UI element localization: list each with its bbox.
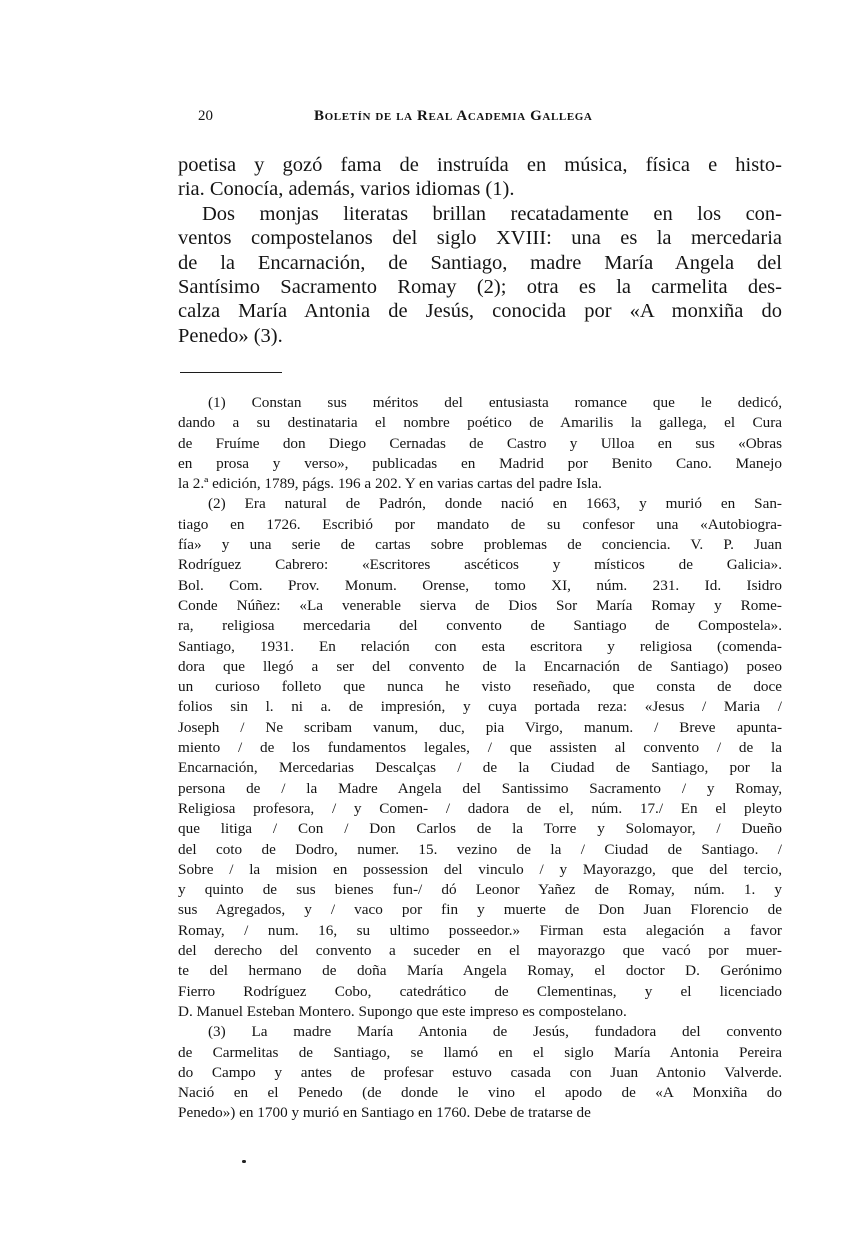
footnote-line: tiago en 1726. Escribió por mandato de su confesor una «Autobiogra-	[178, 515, 782, 533]
footnote-line: (2) Era natural de Padrón, donde nació en 1663, y murió en San-	[208, 495, 782, 513]
footnote-line: un curioso folleto que nunca he visto reseñado, que consta de doce	[178, 678, 782, 696]
footnote-line: de Carmelitas de Santiago, se llamó en el siglo María Antonia Pereira	[178, 1043, 782, 1061]
footnote-line: te del hermano de doña María Angela Romay, el doctor D. Gerónimo	[178, 962, 782, 980]
body-line: Dos monjas literatas brillan recatadamente en los con-	[202, 202, 782, 225]
footnote-rule	[180, 372, 282, 373]
body-line: Penedo» (3).	[178, 324, 283, 347]
footnote-line: Santiago, 1931. En relación con esta escritora y religiosa (comenda-	[178, 637, 782, 655]
print-speck	[242, 1160, 246, 1163]
footnote-line: (1) Constan sus méritos del entusiasta romance que le dedicó,	[208, 394, 782, 411]
journal-title: Boletín de la Real Academia Gallega	[314, 108, 593, 124]
footnote-line: dando a su destinataria el nombre poético de Amarilis la gallega, el Cura	[178, 414, 782, 432]
body-line: de la Encarnación, de Santiago, madre María Angela del	[178, 251, 782, 274]
footnote-line: dora que llegó a ser del convento de la Encarnación de Santiago) poseo	[178, 657, 782, 675]
footnote-line: Religiosa profesora, / y Comen- / dadora de el, núm. 17./ En el pleyto	[178, 799, 782, 817]
footnote-line: Encarnación, Mercedarias Descalças / de la Ciudad de Santiago, por la	[178, 759, 782, 777]
footnote-line: Nació en el Penedo (de donde le vino el apodo de «A Monxiña do	[178, 1084, 782, 1102]
footnote-line: Romay, / num. 16, su ultimo posseedor.» Firman esta alegación a favor	[178, 921, 782, 939]
page-number: 20	[198, 108, 213, 124]
body-line: ria. Conocía, además, varios idiomas (1).	[178, 178, 515, 201]
footnote-line: y quinto de sus bienes fun-/ dó Leonor Yañez de Romay, núm. 1. y	[178, 881, 782, 899]
footnote-line: miento / de los fundamentos legales, / que assisten al convento / de la	[178, 739, 782, 757]
footnote-line: del derecho del convento a suceder en el mayorazgo que vacó por muer-	[178, 942, 782, 960]
footnote-line: Fierro Rodríguez Cobo, catedrático de Clementinas, y el licenciado	[178, 982, 782, 1000]
footnote-line: Sobre / la mision en possession del vinculo / y Mayorazgo, que del tercio,	[178, 860, 782, 878]
footnote-line: (3) La madre María Antonia de Jesús, fundadora del convento	[208, 1023, 782, 1041]
footnote-line: do Campo y antes de profesar estuvo casada con Juan Antonio Valverde.	[178, 1063, 782, 1081]
footnote-line: Bol. Com. Prov. Monum. Orense, tomo XI, núm. 231. Id. Isidro	[178, 576, 782, 594]
footnotes	[178, 393, 782, 1124]
body-text	[178, 153, 782, 348]
body-line: calza María Antonia de Jesús, conocida por «A monxiña do	[178, 300, 782, 323]
footnote-line: Conde Núñez: «La venerable sierva de Dios Sor María Romay y Rome-	[178, 596, 782, 614]
footnote-line: del coto de Dodro, numer. 15. vezino de la / Ciudad de Santiago. /	[178, 840, 782, 858]
footnote-line: la 2.ª edición, 1789, págs. 196 a 202. Y en varias cartas del padre Isla.	[178, 475, 602, 493]
footnote-line: Rodríguez Cabrero: «Escritores ascéticos y místicos de Galicia».	[178, 556, 782, 574]
footnote-line: folios sin l. ni a. de impresión, y cuya portada reza: «Jesus / Maria /	[178, 698, 782, 716]
footnote-line: sus Agregados, y / vaco por fin y muerte de Don Juan Florencio de	[178, 901, 782, 919]
body-line: poetisa y gozó fama de instruída en música, física e histo-	[178, 154, 782, 176]
footnote-line: persona de / la Madre Angela del Santissimo Sacramento / y Romay,	[178, 779, 782, 797]
footnote-line: D. Manuel Esteban Montero. Supongo que este impreso es compostelano.	[178, 1002, 627, 1020]
footnote-line: Joseph / Ne scribam vanum, duc, pia Virgo, manum. / Breve apunta-	[178, 718, 782, 736]
footnote-line: de Fruíme don Diego Cernadas de Castro y Ulloa en sus «Obras	[178, 434, 782, 452]
footnote-line: ra, religiosa mercedaria del convento de Santiago de Compostela».	[178, 617, 782, 635]
body-line: ventos compostelanos del siglo XVIII: una es la mercedaria	[178, 227, 782, 250]
footnote-line: en prosa y verso», publicadas en Madrid por Benito Cano. Manejo	[178, 454, 782, 472]
body-line: Santísimo Sacramento Romay (2); otra es la carmelita des-	[178, 275, 782, 298]
running-head	[198, 104, 660, 128]
footnote-line: que litiga / Con / Don Carlos de la Torre y Solomayor, / Dueño	[178, 820, 782, 838]
footnote-line: fía» y una serie de cartas sobre problemas de conciencia. V. P. Juan	[178, 536, 782, 554]
footnote-line: Penedo») en 1700 y murió en Santiago en 1760. Debe de tratarse de	[178, 1104, 591, 1122]
